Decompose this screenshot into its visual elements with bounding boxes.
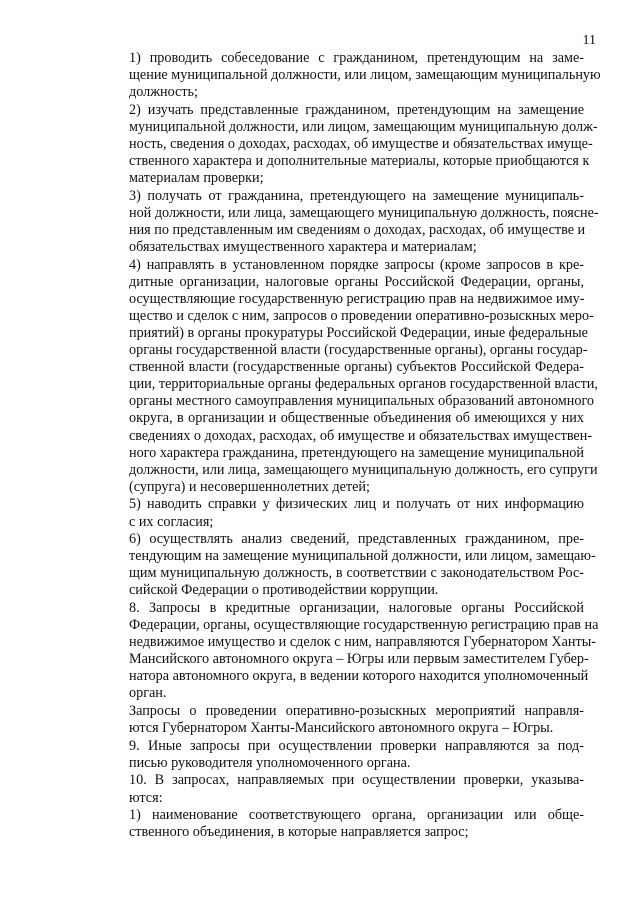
text-line: ной должности, или лица, замещающего муниципальную должность, поясне- [129, 204, 599, 221]
text-line: 6) осуществлять анализ сведений, представленных гражданином, пре- [129, 531, 584, 548]
page-number: 11 [582, 33, 596, 48]
text-line: муниципальной должности, или лицом, замещающим муниципальную долж- [129, 118, 598, 135]
paragraph [91, 807, 584, 841]
text-line: обязательствах имущественного характера и материалам; [129, 239, 477, 256]
text-line: щение муниципальной должности, или лицом, замещающим муниципальную [129, 67, 601, 84]
paragraph [91, 256, 598, 496]
text-line: Федерации, органы, осуществляющие государственную регистрацию прав на [129, 617, 599, 634]
text-line: тендующим на замещение муниципальной должности, или лицом, замещаю- [129, 548, 596, 565]
text-line: сийской Федерации о противодействии коррупции. [129, 582, 439, 599]
paragraph [91, 738, 584, 772]
paragraph [91, 50, 601, 101]
text-line: с их согласия; [129, 513, 214, 530]
text-line: 10. В запросах, направляемых при осуществлении проверки, указыва- [129, 772, 584, 789]
paragraph [91, 772, 584, 806]
text-line: натора автономного округа, в ведении которого находится уполномоченный [129, 668, 589, 685]
text-line: ность, сведения о доходах, расходах, об имуществе и обязательствах имуще- [129, 135, 593, 152]
text-line: осуществляющие государственную регистрацию прав на недвижимое иму- [129, 290, 585, 307]
text-line: материалам проверки; [129, 170, 264, 187]
text-line: ния по представленным им сведениям о доходах, расходах, об имуществе и [129, 221, 586, 238]
paragraph [91, 600, 599, 703]
paragraph [91, 101, 598, 187]
text-line: ются Губернатором Ханты-Мансийского автономного округа – Югры. [129, 720, 554, 737]
text-line: ственного характера и дополнительные материалы, которые приобщаются к [129, 153, 590, 170]
text-line: органы государственной власти (государственные органы), органы государ- [129, 342, 588, 359]
text-line: 1) проводить собеседование с гражданином, претендующим на заме- [129, 50, 584, 66]
text-line: 4) направлять в установленном порядке запросы (кроме запросов в кре- [129, 256, 584, 273]
text-line: щим муниципальную должность, в соответствии с законодательством Рос- [129, 565, 584, 582]
text-line: ственной власти (государственные органы) субъектов Российской Федера- [129, 359, 584, 376]
text-line: ются: [129, 789, 163, 806]
text-line: дитные организации, налоговые органы Российской Федерации, органы, [129, 273, 584, 290]
text-line: округа, в организации и общественные объединения об имеющихся у них [129, 410, 584, 427]
text-line: ственного объединения, в которые направляется запрос; [129, 824, 469, 841]
text-line: должности, или лица, замещающего муниципальную должность, его супруги [129, 461, 598, 478]
text-line: орган. [129, 685, 167, 702]
document-body [91, 50, 601, 842]
text-line: Запросы о проведении оперативно-розыскных мероприятий направля- [129, 703, 584, 720]
text-line: 1) наименование соответствующего органа, организации или обще- [129, 807, 584, 824]
text-line: приятий) в органы прокуратуры Российской Федерации, иные федеральные [129, 325, 588, 341]
paragraph [91, 187, 599, 256]
text-line: 2) изучать представленные гражданином, претендующим на замещение [129, 101, 584, 118]
text-line: ции, территориальные органы федеральных органов государственной власти, [129, 376, 598, 393]
paragraph [91, 531, 596, 599]
text-line: сведениях о доходах, расходах, об имуществе и обязательствах имуществен- [129, 427, 593, 444]
text-line: должность; [129, 84, 198, 101]
text-line: органы местного самоуправления муниципальных образований автономного [129, 393, 595, 410]
text-line: Мансийского автономного округа – Югры или первым заместителем Губер- [129, 651, 589, 668]
paragraph [91, 703, 584, 737]
text-line: недвижимое имущество и сделок с ним, направляются Губернатором Ханты- [129, 634, 596, 651]
text-line: щество и сделок с ним, запросов о проведении оперативно-розыскных меро- [129, 307, 594, 324]
text-line: 9. Иные запросы при осуществлении проверки направляются за под- [129, 737, 584, 754]
text-line: 3) получать от гражданина, претендующего на замещение муниципаль- [129, 187, 584, 204]
text-line: 8. Запросы в кредитные организации, налоговые органы Российской [129, 600, 584, 616]
text-line: ного характера гражданина, претендующего на замещение муниципальной [129, 444, 584, 461]
text-line: писью руководителя уполномоченного органа. [129, 754, 411, 771]
text-line: (супруга) и несовершеннолетних детей; [129, 478, 370, 495]
text-line: 5) наводить справки у физических лиц и получать от них информацию [129, 496, 584, 513]
paragraph [91, 496, 584, 530]
